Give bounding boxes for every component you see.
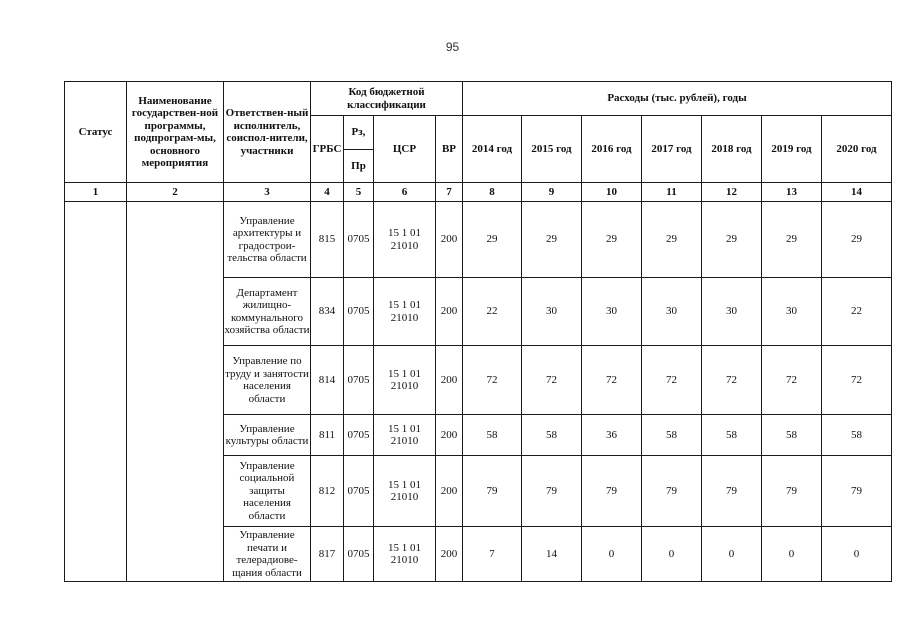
header-year-2015: 2015 год bbox=[522, 116, 582, 183]
executor-cell: Управление культуры области bbox=[224, 415, 311, 456]
header-grbs: ГРБС bbox=[311, 116, 344, 183]
value-2015: 14 bbox=[522, 527, 582, 582]
header-program-name: Наименование государствен-ной программы, подпрограм-мы, основного мероприятия bbox=[127, 82, 224, 183]
value-2016: 30 bbox=[582, 278, 642, 346]
grbs-cell: 815 bbox=[311, 202, 344, 278]
value-2017: 72 bbox=[642, 346, 702, 415]
vr-cell: 200 bbox=[436, 415, 463, 456]
header-rz: Рз, bbox=[344, 116, 374, 150]
value-2016: 79 bbox=[582, 456, 642, 527]
value-2015: 58 bbox=[522, 415, 582, 456]
value-2014: 7 bbox=[463, 527, 522, 582]
page-number: 95 bbox=[445, 40, 460, 54]
column-number: 8 bbox=[463, 183, 522, 202]
value-2018: 30 bbox=[702, 278, 762, 346]
value-2014: 79 bbox=[463, 456, 522, 527]
value-2015: 79 bbox=[522, 456, 582, 527]
rzpr-cell: 0705 bbox=[344, 456, 374, 527]
program-name-cell bbox=[127, 202, 224, 582]
header-status: Статус bbox=[65, 82, 127, 183]
header-executor: Ответствен-ный исполнитель, соиспол-нители, участники bbox=[224, 82, 311, 183]
value-2017: 79 bbox=[642, 456, 702, 527]
vr-cell: 200 bbox=[436, 346, 463, 415]
value-2015: 72 bbox=[522, 346, 582, 415]
value-2019: 79 bbox=[762, 456, 822, 527]
header-year-2017: 2017 год bbox=[642, 116, 702, 183]
vr-cell: 200 bbox=[436, 527, 463, 582]
column-number: 13 bbox=[762, 183, 822, 202]
value-2015: 29 bbox=[522, 202, 582, 278]
table-row bbox=[65, 202, 892, 278]
csr-cell: 15 1 01 21010 bbox=[374, 415, 436, 456]
budget-expenses-table bbox=[64, 81, 892, 582]
column-number: 5 bbox=[344, 183, 374, 202]
status-cell bbox=[65, 202, 127, 582]
rzpr-cell: 0705 bbox=[344, 527, 374, 582]
value-2019: 29 bbox=[762, 202, 822, 278]
column-number: 7 bbox=[436, 183, 463, 202]
column-number: 9 bbox=[522, 183, 582, 202]
value-2019: 72 bbox=[762, 346, 822, 415]
value-2017: 30 bbox=[642, 278, 702, 346]
csr-cell: 15 1 01 21010 bbox=[374, 278, 436, 346]
value-2016: 72 bbox=[582, 346, 642, 415]
rzpr-cell: 0705 bbox=[344, 278, 374, 346]
grbs-cell: 834 bbox=[311, 278, 344, 346]
value-2019: 0 bbox=[762, 527, 822, 582]
vr-cell: 200 bbox=[436, 202, 463, 278]
executor-cell: Управление архитектуры и градострои-тельства области bbox=[224, 202, 311, 278]
value-2017: 29 bbox=[642, 202, 702, 278]
value-2016: 29 bbox=[582, 202, 642, 278]
value-2016: 0 bbox=[582, 527, 642, 582]
column-number: 14 bbox=[822, 183, 892, 202]
header-year-2020: 2020 год bbox=[822, 116, 892, 183]
grbs-cell: 812 bbox=[311, 456, 344, 527]
column-number: 6 bbox=[374, 183, 436, 202]
column-number: 1 bbox=[65, 183, 127, 202]
header-budget-code: Код бюджетной классификации bbox=[311, 82, 463, 116]
header-year-2019: 2019 год bbox=[762, 116, 822, 183]
column-number: 12 bbox=[702, 183, 762, 202]
value-2017: 0 bbox=[642, 527, 702, 582]
header-year-2018: 2018 год bbox=[702, 116, 762, 183]
csr-cell: 15 1 01 21010 bbox=[374, 456, 436, 527]
header-pr: Пр bbox=[344, 150, 374, 183]
grbs-cell: 817 bbox=[311, 527, 344, 582]
header-vr: ВР bbox=[436, 116, 463, 183]
column-number: 11 bbox=[642, 183, 702, 202]
value-2014: 72 bbox=[463, 346, 522, 415]
grbs-cell: 814 bbox=[311, 346, 344, 415]
csr-cell: 15 1 01 21010 bbox=[374, 202, 436, 278]
executor-cell: Управление печати и телерадиове-щания области bbox=[224, 527, 311, 582]
executor-cell: Управление социальной защиты населения области bbox=[224, 456, 311, 527]
value-2018: 29 bbox=[702, 202, 762, 278]
header-expenses: Расходы (тыс. рублей), годы bbox=[463, 82, 892, 116]
value-2020: 29 bbox=[822, 202, 892, 278]
value-2019: 30 bbox=[762, 278, 822, 346]
vr-cell: 200 bbox=[436, 456, 463, 527]
csr-cell: 15 1 01 21010 bbox=[374, 346, 436, 415]
column-number: 10 bbox=[582, 183, 642, 202]
value-2018: 0 bbox=[702, 527, 762, 582]
grbs-cell: 811 bbox=[311, 415, 344, 456]
value-2020: 0 bbox=[822, 527, 892, 582]
value-2015: 30 bbox=[522, 278, 582, 346]
executor-cell: Управление по труду и занятости населения области bbox=[224, 346, 311, 415]
value-2018: 79 bbox=[702, 456, 762, 527]
rzpr-cell: 0705 bbox=[344, 202, 374, 278]
value-2020: 22 bbox=[822, 278, 892, 346]
value-2014: 22 bbox=[463, 278, 522, 346]
column-number: 3 bbox=[224, 183, 311, 202]
value-2020: 58 bbox=[822, 415, 892, 456]
rzpr-cell: 0705 bbox=[344, 415, 374, 456]
column-number: 2 bbox=[127, 183, 224, 202]
header-csr: ЦСР bbox=[374, 116, 436, 183]
vr-cell: 200 bbox=[436, 278, 463, 346]
header-year-2016: 2016 год bbox=[582, 116, 642, 183]
column-number: 4 bbox=[311, 183, 344, 202]
executor-cell: Департамент жилищно-коммунального хозяйства области bbox=[224, 278, 311, 346]
value-2017: 58 bbox=[642, 415, 702, 456]
value-2018: 58 bbox=[702, 415, 762, 456]
value-2020: 72 bbox=[822, 346, 892, 415]
header-year-2014: 2014 год bbox=[463, 116, 522, 183]
csr-cell: 15 1 01 21010 bbox=[374, 527, 436, 582]
value-2020: 79 bbox=[822, 456, 892, 527]
value-2014: 29 bbox=[463, 202, 522, 278]
value-2016: 36 bbox=[582, 415, 642, 456]
value-2018: 72 bbox=[702, 346, 762, 415]
value-2014: 58 bbox=[463, 415, 522, 456]
value-2019: 58 bbox=[762, 415, 822, 456]
rzpr-cell: 0705 bbox=[344, 346, 374, 415]
